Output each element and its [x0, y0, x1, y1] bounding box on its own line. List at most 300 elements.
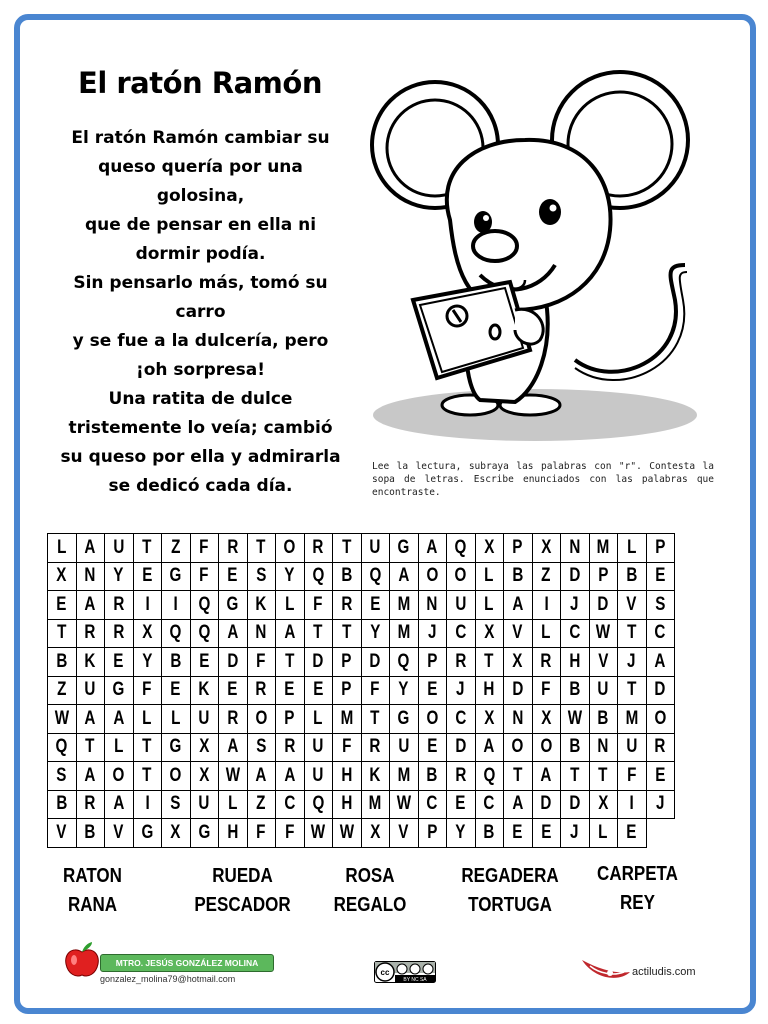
grid-cell[interactable] [504, 819, 533, 848]
grid-cell[interactable] [390, 619, 419, 648]
grid-cell[interactable] [646, 562, 675, 591]
grid-cell[interactable] [646, 790, 675, 819]
grid-cell[interactable] [76, 591, 105, 620]
grid-cell[interactable] [133, 591, 162, 620]
grid-cell[interactable] [105, 733, 134, 762]
grid-cell[interactable] [390, 705, 419, 734]
grid-letter: X [484, 536, 495, 558]
grid-cell[interactable] [162, 733, 191, 762]
grid-cell[interactable] [76, 648, 105, 677]
grid-cell[interactable] [76, 762, 105, 791]
grid-cell[interactable] [418, 619, 447, 648]
grid-cell[interactable] [447, 790, 476, 819]
grid-cell[interactable] [162, 705, 191, 734]
grid-cell[interactable] [561, 676, 590, 705]
grid-cell[interactable] [475, 705, 504, 734]
grid-cell[interactable] [190, 819, 219, 848]
grid-cell[interactable] [418, 819, 447, 848]
grid-cell[interactable] [276, 790, 305, 819]
grid-letter: Y [284, 565, 295, 587]
grid-letter: T [342, 536, 352, 558]
grid-cell[interactable] [561, 733, 590, 762]
grid-cell[interactable] [390, 676, 419, 705]
grid-cell[interactable] [504, 648, 533, 677]
grid-cell[interactable] [418, 562, 447, 591]
grid-cell[interactable] [219, 562, 248, 591]
grid-cell[interactable] [504, 676, 533, 705]
grid-cell[interactable] [333, 790, 362, 819]
grid-letter: Y [142, 650, 153, 672]
grid-cell[interactable] [361, 819, 390, 848]
grid-cell[interactable] [361, 733, 390, 762]
grid-letter: G [169, 565, 182, 587]
grid-cell[interactable] [219, 534, 248, 563]
grid-letter: S [170, 793, 181, 815]
grid-cell[interactable] [333, 762, 362, 791]
grid-cell[interactable] [219, 762, 248, 791]
grid-cell[interactable] [418, 790, 447, 819]
grid-cell[interactable] [390, 562, 419, 591]
grid-cell[interactable] [361, 591, 390, 620]
grid-cell[interactable] [276, 705, 305, 734]
grid-cell[interactable] [276, 534, 305, 563]
grid-cell[interactable] [333, 819, 362, 848]
grid-letter: H [227, 821, 239, 843]
grid-letter: R [84, 793, 96, 815]
grid-cell[interactable] [418, 534, 447, 563]
grid-cell[interactable] [589, 591, 618, 620]
grid-cell[interactable] [105, 790, 134, 819]
grid-cell[interactable] [304, 733, 333, 762]
grid-cell[interactable] [361, 762, 390, 791]
grid-cell[interactable] [532, 619, 561, 648]
grid-cell[interactable] [390, 819, 419, 848]
grid-cell[interactable] [219, 648, 248, 677]
grid-cell[interactable] [133, 733, 162, 762]
grid-cell[interactable] [190, 648, 219, 677]
grid-cell[interactable] [561, 819, 590, 848]
grid-cell[interactable] [361, 705, 390, 734]
grid-cell[interactable] [561, 790, 590, 819]
grid-cell[interactable] [475, 819, 504, 848]
grid-cell[interactable] [589, 648, 618, 677]
grid-cell[interactable] [162, 762, 191, 791]
grid-cell[interactable] [105, 676, 134, 705]
grid-letter: T [57, 622, 67, 644]
search-word: RUEDA [212, 865, 273, 887]
grid-cell[interactable] [333, 648, 362, 677]
grid-cell[interactable] [105, 534, 134, 563]
grid-cell[interactable] [304, 562, 333, 591]
grid-cell[interactable] [219, 619, 248, 648]
grid-letter: G [226, 593, 239, 615]
grid-cell[interactable] [247, 591, 276, 620]
poem-line: queso quería por una [98, 157, 303, 177]
page-title: El ratón Ramón [78, 66, 322, 100]
grid-cell[interactable] [48, 534, 77, 563]
grid-cell[interactable] [618, 762, 647, 791]
grid-cell[interactable] [48, 562, 77, 591]
grid-cell[interactable] [76, 534, 105, 563]
grid-cell[interactable] [276, 562, 305, 591]
grid-cell[interactable] [561, 591, 590, 620]
grid-cell[interactable] [276, 819, 305, 848]
grid-cell[interactable] [48, 762, 77, 791]
grid-cell[interactable] [133, 676, 162, 705]
grid-letter: A [483, 736, 495, 758]
grid-letter: U [198, 707, 210, 729]
grid-cell[interactable] [475, 591, 504, 620]
grid-cell[interactable] [504, 562, 533, 591]
grid-cell[interactable] [133, 648, 162, 677]
grid-cell[interactable] [76, 790, 105, 819]
grid-cell[interactable] [646, 676, 675, 705]
grid-cell[interactable] [361, 534, 390, 563]
actiludis-site: actiludis.com [632, 966, 696, 978]
grid-cell[interactable] [276, 676, 305, 705]
grid-cell[interactable] [390, 534, 419, 563]
grid-letter: R [312, 536, 324, 558]
grid-cell[interactable] [532, 819, 561, 848]
grid-cell[interactable] [219, 591, 248, 620]
grid-letter: G [141, 821, 154, 843]
grid-cell[interactable] [48, 676, 77, 705]
grid-cell[interactable] [361, 676, 390, 705]
grid-cell[interactable] [247, 705, 276, 734]
poem-line: Una ratita de dulce [108, 389, 293, 409]
grid-cell[interactable] [447, 819, 476, 848]
grid-cell[interactable] [190, 591, 219, 620]
grid-cell[interactable] [447, 733, 476, 762]
grid-cell[interactable] [504, 591, 533, 620]
grid-cell[interactable] [162, 562, 191, 591]
grid-cell[interactable] [133, 705, 162, 734]
grid-cell[interactable] [133, 619, 162, 648]
grid-cell[interactable] [76, 733, 105, 762]
grid-cell[interactable] [76, 619, 105, 648]
grid-cell[interactable] [276, 591, 305, 620]
grid-letter: R [341, 593, 353, 615]
grid-cell[interactable] [247, 648, 276, 677]
poem-line: que de pensar en ella ni [84, 215, 317, 235]
grid-cell[interactable] [646, 705, 675, 734]
grid-cell[interactable] [589, 562, 618, 591]
grid-cell[interactable] [162, 819, 191, 848]
grid-cell[interactable] [48, 733, 77, 762]
grid-cell[interactable] [475, 790, 504, 819]
grid-cell[interactable] [447, 676, 476, 705]
grid-cell[interactable] [133, 534, 162, 563]
grid-letter: U [113, 536, 125, 558]
grid-letter: X [199, 764, 210, 786]
grid-cell[interactable] [76, 819, 105, 848]
grid-cell[interactable] [646, 534, 675, 563]
grid-cell[interactable] [333, 619, 362, 648]
grid-cell[interactable] [48, 705, 77, 734]
grid-cell[interactable] [190, 534, 219, 563]
grid-cell[interactable] [532, 705, 561, 734]
grid-cell[interactable] [589, 733, 618, 762]
grid-cell[interactable] [247, 676, 276, 705]
grid-cell[interactable] [190, 676, 219, 705]
grid-letter: V [113, 821, 124, 843]
grid-cell[interactable] [390, 733, 419, 762]
grid-cell[interactable] [618, 534, 647, 563]
grid-cell[interactable] [504, 705, 533, 734]
grid-cell[interactable] [162, 534, 191, 563]
grid-cell[interactable] [532, 676, 561, 705]
grid-cell[interactable] [276, 619, 305, 648]
grid-cell[interactable] [618, 733, 647, 762]
grid-letter: L [285, 593, 295, 615]
grid-cell[interactable] [219, 819, 248, 848]
grid-cell[interactable] [76, 562, 105, 591]
grid-cell[interactable] [504, 790, 533, 819]
grid-letter: Q [483, 764, 496, 786]
grid-cell[interactable] [219, 705, 248, 734]
grid-letter: D [312, 650, 324, 672]
grid-cell[interactable] [618, 619, 647, 648]
grid-cell[interactable] [618, 790, 647, 819]
grid-cell[interactable] [276, 762, 305, 791]
grid-cell[interactable] [276, 733, 305, 762]
grid-cell[interactable] [504, 762, 533, 791]
grid-cell[interactable] [133, 819, 162, 848]
grid-cell[interactable] [589, 762, 618, 791]
grid-cell[interactable] [304, 534, 333, 563]
grid-cell[interactable] [418, 648, 447, 677]
grid-cell[interactable] [361, 619, 390, 648]
grid-cell[interactable] [304, 790, 333, 819]
grid-letter: A [512, 793, 524, 815]
grid-cell[interactable] [646, 733, 675, 762]
grid-cell[interactable] [504, 733, 533, 762]
grid-cell[interactable] [618, 676, 647, 705]
grid-cell[interactable] [304, 705, 333, 734]
grid-cell[interactable] [447, 648, 476, 677]
grid-cell[interactable] [133, 762, 162, 791]
grid-letter: T [484, 650, 494, 672]
grid-cell[interactable] [333, 705, 362, 734]
grid-letter: X [541, 536, 552, 558]
grid-cell[interactable] [219, 676, 248, 705]
grid-cell[interactable] [532, 733, 561, 762]
grid-cell[interactable] [162, 648, 191, 677]
grid-cell[interactable] [561, 619, 590, 648]
grid-cell[interactable] [247, 534, 276, 563]
grid-letter: F [199, 536, 209, 558]
grid-letter: I [173, 593, 178, 615]
grid-cell[interactable] [304, 591, 333, 620]
grid-cell[interactable] [247, 733, 276, 762]
grid-letter: B [170, 650, 182, 672]
grid-cell[interactable] [561, 762, 590, 791]
grid-cell[interactable] [162, 790, 191, 819]
actiludis-logo [580, 952, 710, 986]
grid-cell[interactable] [646, 648, 675, 677]
word-column [40, 862, 145, 920]
grid-cell[interactable] [247, 619, 276, 648]
search-word: ROSA [345, 865, 395, 887]
grid-cell[interactable] [247, 790, 276, 819]
grid-cell[interactable] [304, 648, 333, 677]
grid-letter: E [142, 565, 153, 587]
grid-letter: U [626, 736, 638, 758]
grid-letter: U [84, 679, 96, 701]
grid-cell[interactable] [532, 562, 561, 591]
grid-cell[interactable] [219, 790, 248, 819]
grid-cell[interactable] [618, 705, 647, 734]
grid-cell[interactable] [105, 591, 134, 620]
grid-cell[interactable] [561, 534, 590, 563]
grid-cell[interactable] [304, 819, 333, 848]
grid-cell[interactable] [105, 705, 134, 734]
grid-letter: M [596, 536, 610, 558]
grid-cell[interactable] [48, 819, 77, 848]
grid-cell[interactable] [390, 591, 419, 620]
grid-cell[interactable] [618, 648, 647, 677]
grid-cell[interactable] [276, 648, 305, 677]
grid-cell[interactable] [190, 733, 219, 762]
grid-cell[interactable] [390, 790, 419, 819]
grid-letter: Q [198, 593, 211, 615]
grid-cell[interactable] [190, 790, 219, 819]
svg-text:cc: cc [380, 968, 390, 977]
grid-cell[interactable] [190, 619, 219, 648]
grid-cell[interactable] [532, 648, 561, 677]
grid-cell[interactable] [447, 562, 476, 591]
grid-cell[interactable] [418, 762, 447, 791]
grid-cell[interactable] [333, 562, 362, 591]
grid-cell[interactable] [447, 534, 476, 563]
grid-cell[interactable] [390, 648, 419, 677]
grid-cell[interactable] [589, 819, 618, 848]
grid-letter: T [85, 736, 95, 758]
grid-cell[interactable] [418, 705, 447, 734]
grid-cell[interactable] [475, 762, 504, 791]
grid-cell[interactable] [561, 562, 590, 591]
grid-cell[interactable] [447, 591, 476, 620]
grid-cell[interactable] [247, 562, 276, 591]
grid-cell[interactable] [333, 534, 362, 563]
grid-cell[interactable] [475, 676, 504, 705]
grid-cell[interactable] [133, 790, 162, 819]
grid-cell[interactable] [589, 705, 618, 734]
grid-cell[interactable] [646, 762, 675, 791]
grid-cell[interactable] [333, 591, 362, 620]
grid-cell[interactable] [219, 733, 248, 762]
grid-letter: F [370, 679, 380, 701]
grid-letter: O [426, 565, 439, 587]
grid-cell[interactable] [646, 619, 675, 648]
grid-cell[interactable] [133, 562, 162, 591]
grid-cell[interactable] [105, 819, 134, 848]
grid-cell[interactable] [361, 790, 390, 819]
grid-letter: K [255, 593, 267, 615]
grid-cell[interactable] [190, 562, 219, 591]
grid-cell[interactable] [190, 705, 219, 734]
grid-cell[interactable] [475, 534, 504, 563]
grid-cell[interactable] [589, 790, 618, 819]
grid-cell[interactable] [48, 619, 77, 648]
grid-cell[interactable] [333, 733, 362, 762]
grid-cell[interactable] [532, 591, 561, 620]
grid-cell[interactable] [105, 619, 134, 648]
grid-cell[interactable] [304, 762, 333, 791]
grid-cell[interactable] [475, 619, 504, 648]
grid-cell[interactable] [48, 648, 77, 677]
grid-cell[interactable] [447, 705, 476, 734]
mouse-illustration [365, 60, 700, 450]
grid-letter: A [113, 707, 125, 729]
grid-cell[interactable] [48, 790, 77, 819]
grid-cell[interactable] [532, 790, 561, 819]
grid-letter: F [313, 593, 323, 615]
grid-cell[interactable] [589, 619, 618, 648]
grid-cell[interactable] [561, 705, 590, 734]
grid-cell[interactable] [532, 762, 561, 791]
grid-cell[interactable] [589, 676, 618, 705]
grid-letter: R [455, 764, 467, 786]
grid-cell[interactable] [76, 705, 105, 734]
grid-cell[interactable] [190, 762, 219, 791]
grid-letter: E [113, 650, 124, 672]
grid-letter: X [199, 736, 210, 758]
grid-cell[interactable] [162, 591, 191, 620]
grid-cell[interactable] [105, 648, 134, 677]
grid-cell[interactable] [475, 733, 504, 762]
grid-cell[interactable] [532, 534, 561, 563]
grid-letter: Y [113, 565, 124, 587]
grid-cell[interactable] [618, 591, 647, 620]
grid-cell[interactable] [247, 762, 276, 791]
grid-cell[interactable] [504, 534, 533, 563]
grid-cell[interactable] [304, 676, 333, 705]
grid-cell[interactable] [361, 562, 390, 591]
grid-letter: A [84, 536, 96, 558]
grid-cell[interactable] [618, 819, 647, 848]
grid-letter: S [256, 565, 267, 587]
grid-cell[interactable] [618, 562, 647, 591]
grid-cell[interactable] [162, 676, 191, 705]
grid-cell[interactable] [418, 591, 447, 620]
grid-letter: V [598, 650, 609, 672]
grid-cell[interactable] [475, 562, 504, 591]
grid-cell[interactable] [418, 733, 447, 762]
grid-cell[interactable] [390, 762, 419, 791]
grid-cell[interactable] [418, 676, 447, 705]
grid-letter: T [313, 622, 323, 644]
grid-cell[interactable] [76, 676, 105, 705]
grid-cell[interactable] [475, 648, 504, 677]
grid-cell[interactable] [361, 648, 390, 677]
grid-cell[interactable] [247, 819, 276, 848]
grid-cell[interactable] [561, 648, 590, 677]
grid-cell[interactable] [589, 534, 618, 563]
grid-cell[interactable] [105, 562, 134, 591]
grid-cell[interactable] [504, 619, 533, 648]
grid-letter: B [512, 565, 524, 587]
grid-cell[interactable] [646, 591, 675, 620]
grid-cell[interactable] [162, 619, 191, 648]
grid-cell[interactable] [447, 762, 476, 791]
grid-cell[interactable] [447, 619, 476, 648]
grid-cell[interactable] [333, 676, 362, 705]
grid-cell[interactable] [304, 619, 333, 648]
grid-letter: W [339, 821, 354, 843]
grid-cell[interactable] [48, 591, 77, 620]
grid-cell[interactable] [105, 762, 134, 791]
